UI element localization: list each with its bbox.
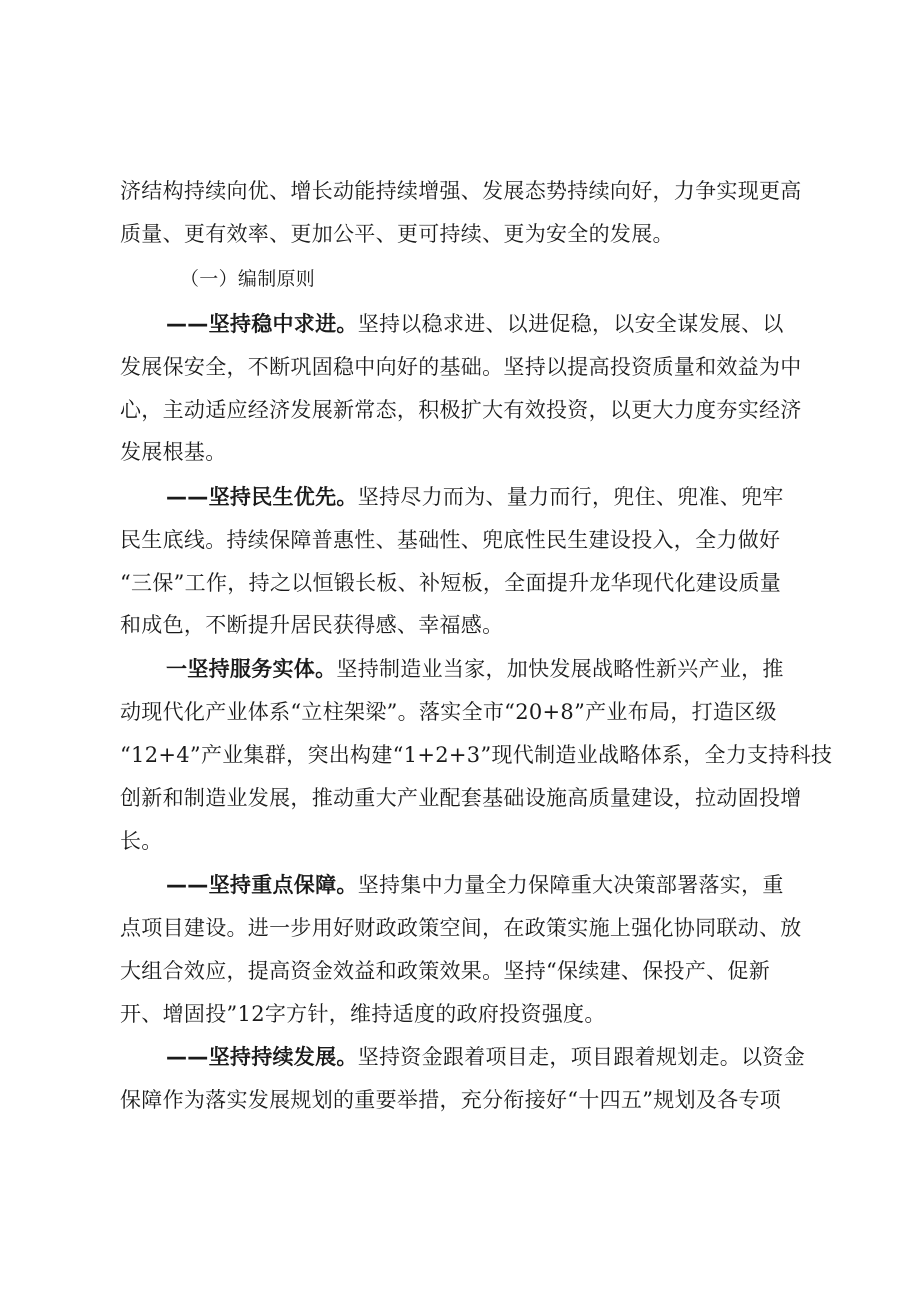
principle-4-lead: ——坚持重点保障。 [166,873,358,897]
principle-3-lead: 一坚持服务实体。 [166,657,337,681]
principle-1-first-text: 坚持以稳求进、以进促稳，以安全谋发展、以 [357,312,784,336]
principle-1-line-2: 发展保安全，不断巩固稳中向好的基础。坚持以提高投资质量和效益为中 [120,355,802,379]
principle-5-first-line [166,1041,805,1073]
principle-1-line-4: 发展根基。 [120,440,227,464]
intro-line-1: 济结构持续向优、增长动能持续增强、发展态势持续向好，力争实现更高 [120,179,802,203]
intro-line-2: 质量、更有效率、更加公平、更可持续、更为安全的发展。 [120,222,674,246]
principle-4-line-4: 开、增固投”12字方针，维持适度的政府投资强度。 [120,1002,606,1026]
principle-3-line-3: “12+4”产业集群，突出构建“1+2+3”现代制造业战略体系，全力支持科技 [120,743,833,767]
principle-4-line-2: 点项目建设。进一步用好财政政策空间，在政策实施上强化协同联动、放 [120,916,802,940]
principle-2-lead: ——坚持民生优先。 [166,485,358,509]
principle-5-lead: ——坚持持续发展。 [166,1045,358,1069]
principle-3-first-text: 坚持制造业当家，加快发展战略性新兴产业，推 [336,657,784,681]
principle-3-first-line [166,653,784,685]
principle-2-line-3: “三保”工作，持之以恒锻长板、补短板，全面提升龙华现代化建设质量 [120,571,782,595]
principle-4-line-3: 大组合效应，提高资金效益和政策效果。坚持“保续建、保投产、促新 [120,959,771,983]
principle-3-line-5: 长。 [120,829,163,853]
principle-5-line-2: 保障作为落实发展规划的重要举措，充分衔接好“十四五”规划及各专项 [120,1088,782,1112]
principle-2-line-4: 和成色，不断提升居民获得感、幸福感。 [120,613,504,637]
principle-3-line-2: 动现代化产业体系“立柱架梁”。落实全市“20+8”产业布局，打造区级 [120,700,777,724]
principle-2-first-line [166,481,784,513]
principle-2-line-2: 民生底线。持续保障普惠性、基础性、兜底性民生建设投入，全力做好 [120,528,781,552]
principle-4-first-line [166,869,784,901]
principle-2-first-text: 坚持尽力而为、量力而行，兜住、兜准、兜牢 [357,485,784,509]
principle-1-lead: ——坚持稳中求进。 [166,312,358,336]
principle-1-line-3: 心，主动适应经济发展新常态，积极扩大有效投资，以更大力度夯实经济 [120,398,802,422]
principle-3-line-4: 创新和制造业发展，推动重大产业配套基础设施高质量建设，拉动固投增 [120,786,802,810]
section-heading: （一）编制原则 [180,268,316,290]
principle-4-first-text: 坚持集中力量全力保障重大决策部署落实，重 [357,873,784,897]
principle-1-first-line [166,308,784,340]
principle-5-first-text: 坚持资金跟着项目走，项目跟着规划走。以资金 [357,1045,806,1069]
